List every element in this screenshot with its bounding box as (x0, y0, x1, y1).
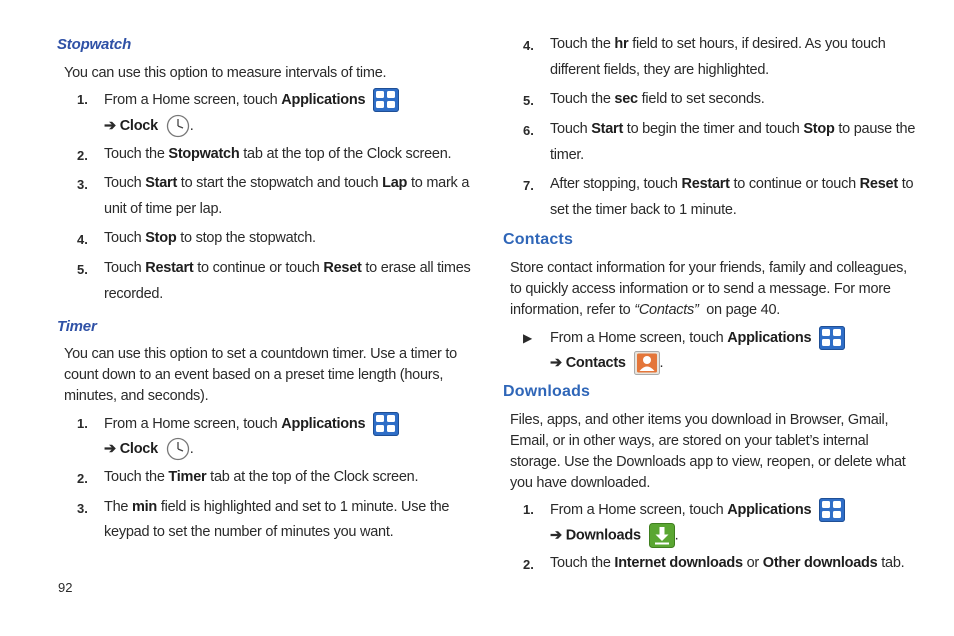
step-end: . (189, 117, 194, 134)
step-text: From a Home screen, touch (104, 415, 282, 432)
contacts-heading: Contacts (503, 231, 574, 248)
stopwatch-step-1 (104, 88, 399, 112)
stopwatch-heading: Stopwatch (57, 36, 132, 53)
timer-step-6 (550, 119, 915, 140)
step-end: . (674, 527, 679, 544)
timer-step-4 (550, 34, 886, 55)
step-number: 4. (523, 38, 534, 53)
step-bold: min (132, 499, 158, 515)
timer-intro-line: minutes, and seconds). (64, 388, 209, 404)
step-number: 2. (77, 471, 88, 486)
timer-step-5 (550, 89, 765, 110)
timer-intro-line: count down to an event based on a preset time length (hours, (64, 367, 444, 383)
step-bold: Stop (803, 121, 835, 137)
timer-heading: Timer (57, 318, 97, 335)
step-text: Touch (550, 121, 592, 137)
downloads-intro-line: Email, or in other ways, are stored on your tablet’s internal (510, 433, 869, 449)
step-number: 6. (523, 123, 534, 138)
clock-icon (166, 114, 190, 138)
step-text: tab. (877, 555, 905, 571)
contacts-intro-line: Store contact information for your friends, family and colleagues, (510, 260, 907, 276)
intro-text: on page 40. (698, 302, 781, 318)
stopwatch-step-3 (104, 173, 469, 194)
step-number: 3. (77, 501, 88, 516)
step-text: to mark a (407, 175, 470, 191)
contacts-intro-line: to quickly access information or to send a message. For more (510, 281, 891, 297)
applications-label: Applications (281, 415, 366, 432)
stopwatch-step-2 (104, 144, 451, 165)
contacts-label: Contacts (565, 354, 626, 371)
step-bold: Lap (382, 175, 408, 191)
clock-label: Clock (119, 440, 158, 457)
step-number: 1. (523, 502, 534, 517)
step-bold: sec (614, 91, 638, 107)
step-bold: Timer (168, 469, 207, 485)
contacts-intro-line3 (510, 300, 780, 321)
step-number: 2. (523, 557, 534, 572)
stopwatch-step-5 (104, 258, 471, 279)
step-text: or (742, 555, 763, 571)
step-number: 1. (77, 92, 88, 107)
step-bold: Other downloads (762, 555, 878, 571)
step-text: field to set hours, if desired. As you touch (628, 36, 886, 52)
downloads-intro-line: you have downloaded. (510, 475, 651, 491)
bullet-icon: ▶ (523, 331, 533, 345)
step-text: field is highlighted and set to 1 minute. Use the (157, 499, 450, 515)
step-bold: hr (614, 36, 629, 52)
applications-label: Applications (727, 501, 812, 518)
timer-step-3-line2: keypad to set the number of minutes you want. (104, 524, 394, 540)
arrow-icon: ➔ (550, 527, 562, 544)
step-bold: Reset (859, 176, 898, 192)
step-text: After stopping, touch (550, 176, 682, 192)
arrow-icon: ➔ (550, 354, 562, 371)
step-text: From a Home screen, touch (550, 501, 728, 518)
stopwatch-step-4 (104, 228, 316, 249)
step-text: Touch the (550, 555, 615, 571)
downloads-step-1-line2 (550, 523, 678, 548)
step-text: to continue or touch (729, 176, 860, 192)
step-number: 4. (77, 232, 88, 247)
arrow-icon: ➔ (104, 117, 116, 134)
step-text: Touch (104, 260, 146, 276)
downloads-intro-line: Files, apps, and other items you download in Browser, Gmail, (510, 412, 889, 428)
step-bold: Start (591, 121, 624, 137)
step-text: field to set seconds. (637, 91, 765, 107)
step-number: 2. (77, 148, 88, 163)
timer-intro-line: You can use this option to set a countdown timer. Use a timer to (64, 346, 457, 362)
step-text: to start the stopwatch and touch (177, 175, 383, 191)
step-number: 7. (523, 178, 534, 193)
step-text: The (104, 499, 133, 515)
arrow-icon: ➔ (104, 440, 116, 457)
applications-icon (373, 412, 399, 436)
stopwatch-step-3-line2: unit of time per lap. (104, 201, 223, 217)
step-text: to begin the timer and touch (623, 121, 804, 137)
applications-icon (373, 88, 399, 112)
step-bold: Reset (323, 260, 362, 276)
downloads-heading: Downloads (503, 383, 591, 400)
step-text: to continue or touch (193, 260, 324, 276)
timer-step-2 (104, 467, 418, 488)
step-number: 5. (77, 262, 88, 277)
timer-step-7 (550, 174, 913, 195)
applications-icon (819, 326, 845, 350)
stopwatch-intro: You can use this option to measure intervals of time. (64, 65, 387, 81)
step-text: to (897, 176, 914, 192)
applications-icon (819, 498, 845, 522)
step-text: Touch the (550, 91, 615, 107)
applications-label: Applications (281, 91, 366, 108)
step-number: 5. (523, 93, 534, 108)
step-bold: Start (145, 175, 178, 191)
contacts-step-line2 (550, 351, 663, 375)
download-icon (649, 523, 675, 548)
clock-icon (166, 437, 190, 461)
step-text: tab at the top of the Clock screen. (239, 146, 452, 162)
step-bold: Restart (145, 260, 194, 276)
step-text: Touch (104, 230, 146, 246)
downloads-intro-line: storage. Use the Downloads app to view, reopen, or delete what (510, 454, 906, 470)
step-bold: Stopwatch (168, 146, 240, 162)
timer-step-6-line2: timer. (550, 147, 584, 163)
timer-step-1-line2 (104, 437, 194, 461)
step-text: From a Home screen, touch (550, 329, 728, 346)
stopwatch-step-5-line2: recorded. (104, 286, 164, 302)
step-text: Touch the (104, 469, 169, 485)
step-text: Touch the (550, 36, 615, 52)
contacts-step (550, 326, 845, 350)
step-end: . (189, 440, 194, 457)
step-text: to erase all times (361, 260, 471, 276)
timer-step-3 (104, 497, 449, 518)
intro-text: information, refer to (510, 302, 635, 318)
step-text: From a Home screen, touch (104, 91, 282, 108)
downloads-step-2 (550, 553, 904, 574)
page-number: 92 (58, 580, 73, 595)
contacts-icon (634, 351, 660, 375)
clock-label: Clock (119, 117, 158, 134)
timer-step-7-line2: set the timer back to 1 minute. (550, 202, 737, 218)
timer-step-1 (104, 412, 399, 436)
downloads-label: Downloads (565, 527, 641, 544)
step-number: 3. (77, 177, 88, 192)
step-number: 1. (77, 416, 88, 431)
step-text: tab at the top of the Clock screen. (206, 469, 419, 485)
applications-label: Applications (727, 329, 812, 346)
step-text: Touch (104, 175, 146, 191)
stopwatch-step-1-line2 (104, 114, 194, 138)
downloads-step-1 (550, 498, 845, 522)
timer-step-4-line2: different fields, they are highlighted. (550, 62, 769, 78)
step-bold: Internet downloads (614, 555, 743, 571)
step-bold: Restart (681, 176, 730, 192)
step-text: to stop the stopwatch. (176, 230, 316, 246)
step-text: to pause the (834, 121, 916, 137)
contacts-reference-link[interactable]: “Contacts” (634, 302, 699, 318)
step-bold: Stop (145, 230, 177, 246)
step-text: Touch the (104, 146, 169, 162)
step-end: . (659, 354, 664, 371)
